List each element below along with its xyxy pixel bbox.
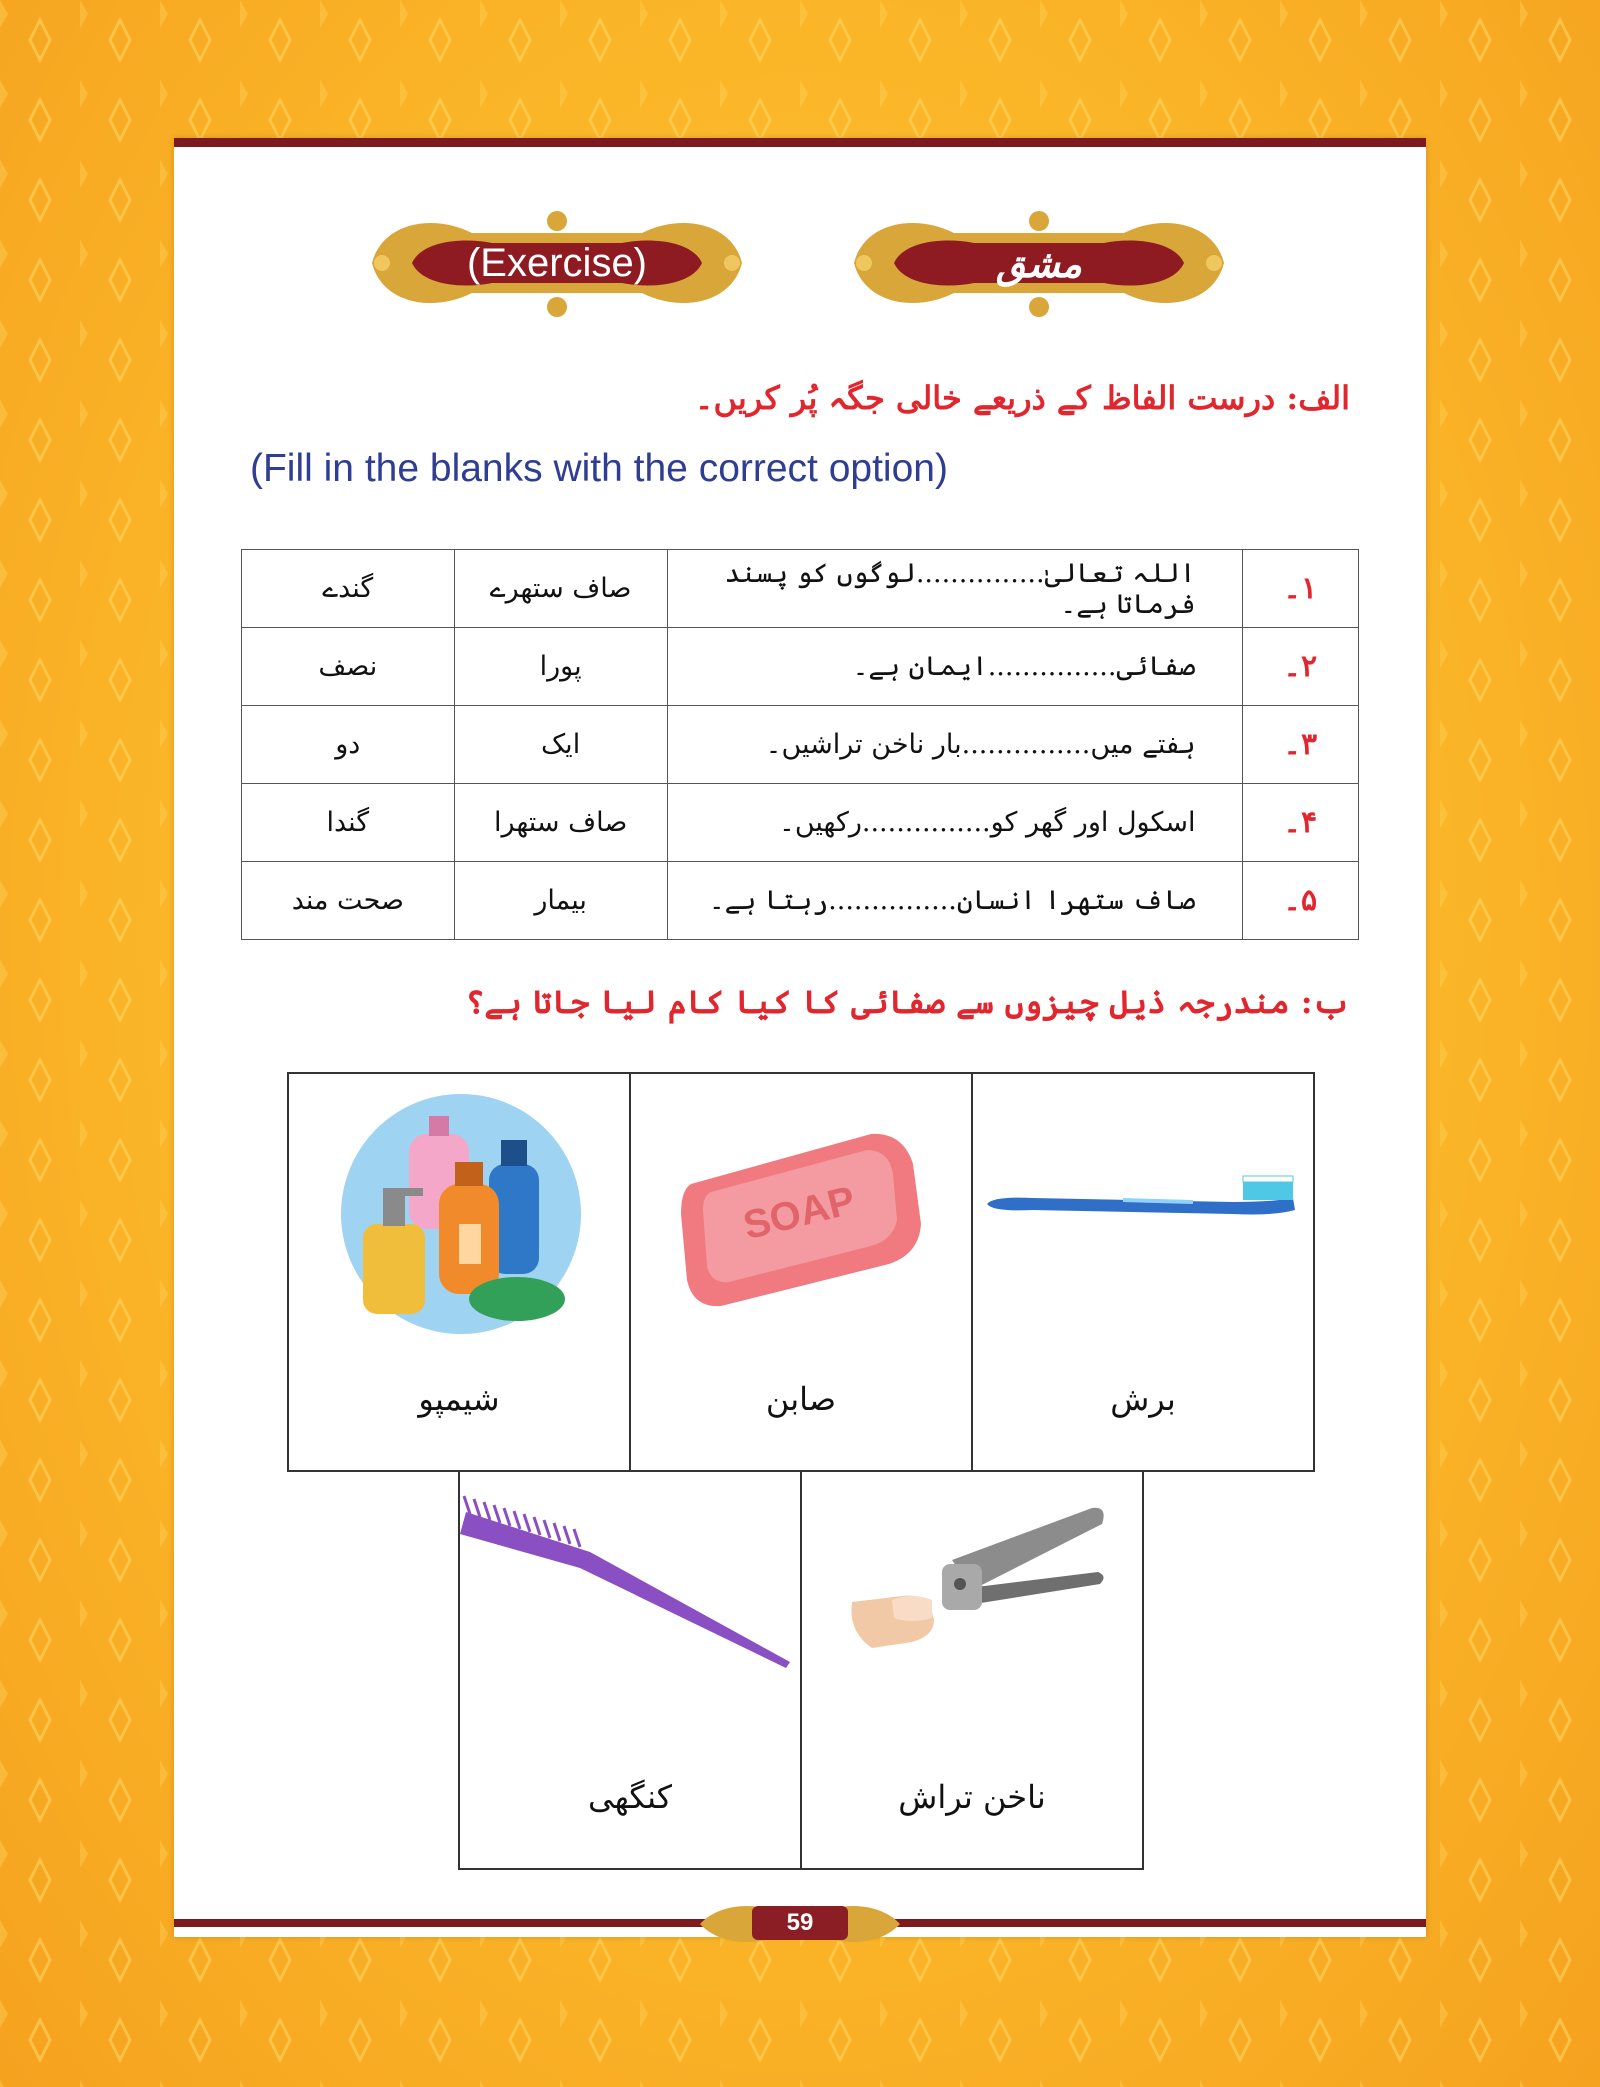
exercise-banner-english xyxy=(352,203,762,323)
page-number: 59 xyxy=(752,1906,848,1940)
question-text: صاف ستھرا انسان...............رہتا ہے۔ xyxy=(667,862,1242,940)
exercise-title-english: (Exercise) xyxy=(466,240,648,285)
option-2: نصف xyxy=(242,628,455,706)
item-cell-nail-clipper xyxy=(800,1470,1144,1870)
option-1: بیمار xyxy=(454,862,667,940)
nail-clipper-icon xyxy=(802,1472,1146,1772)
option-1: صاف ستھرا xyxy=(454,784,667,862)
exercise-title-urdu: مشق xyxy=(996,240,1082,286)
soap-text: SOAP xyxy=(738,1178,860,1249)
option-2: گندا xyxy=(242,784,455,862)
option-2: صحت مند xyxy=(242,862,455,940)
section-a-heading: الف: درست الفاظ کے ذریعے خالی جگہ پُر کریں۔ xyxy=(694,379,1350,417)
row-number: ۴۔ xyxy=(1242,784,1358,862)
question-text: ہفتے میں...............بار ناخن تراشیں۔ xyxy=(667,706,1242,784)
toothbrush-icon xyxy=(973,1074,1317,1374)
row-number: ۵۔ xyxy=(1242,862,1358,940)
shampoo-bottles-icon xyxy=(289,1074,633,1374)
fill-in-blanks-table xyxy=(241,549,1359,940)
table-row xyxy=(242,628,1359,706)
question-text: اسکول اور گھر کو...............رکھیں۔ xyxy=(667,784,1242,862)
row-number: ۱۔ xyxy=(1242,550,1358,628)
option-2: گندے xyxy=(242,550,455,628)
option-1: صاف ستھرے xyxy=(454,550,667,628)
question-text: اللہ تعالیٰ...............لوگوں کو پسند فرماتا ہے۔ xyxy=(667,550,1242,628)
row-number: ۳۔ xyxy=(1242,706,1358,784)
item-label: صابن xyxy=(765,1380,837,1418)
page-number-plate xyxy=(690,1896,910,1952)
exercise-banner-urdu xyxy=(834,203,1244,323)
item-cell-toothbrush xyxy=(971,1072,1315,1472)
option-1: پورا xyxy=(454,628,667,706)
item-label: شیمپو xyxy=(418,1380,500,1418)
option-2: دو xyxy=(242,706,455,784)
exercise-page xyxy=(174,138,1426,1937)
item-label: کنگھی xyxy=(588,1778,672,1816)
table-row xyxy=(242,784,1359,862)
table-row xyxy=(242,550,1359,628)
item-cell-soap xyxy=(629,1072,973,1472)
item-cell-shampoo xyxy=(287,1072,631,1472)
option-1: ایک xyxy=(454,706,667,784)
question-text: صفائی...............ایمان ہے۔ xyxy=(667,628,1242,706)
comb-icon xyxy=(460,1472,804,1772)
item-label: ناخن تراش xyxy=(898,1778,1046,1816)
table-row xyxy=(242,706,1359,784)
item-label: برش xyxy=(1110,1380,1176,1418)
section-b-heading: ب: مندرجہ ذیل چیزوں سے صفائی کا کیا کام لیا جاتا ہے؟ xyxy=(465,983,1350,1021)
row-number: ۲۔ xyxy=(1242,628,1358,706)
item-cell-comb xyxy=(458,1470,802,1870)
table-row xyxy=(242,862,1359,940)
soap-icon xyxy=(631,1074,975,1374)
section-a-heading-english: (Fill in the blanks with the correct option) xyxy=(250,447,948,490)
